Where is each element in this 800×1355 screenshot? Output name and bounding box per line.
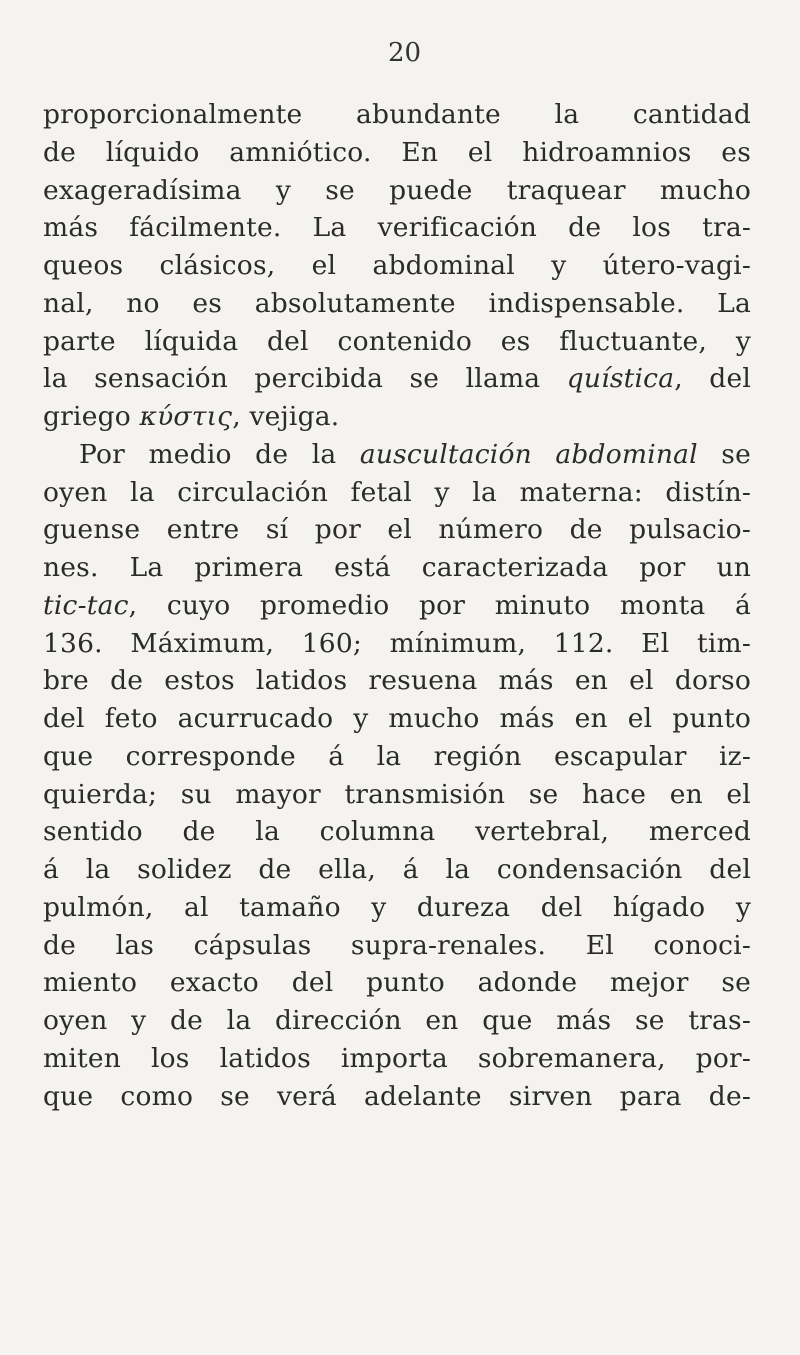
text-line: guense entre sí por el número de pulsacio- [43,514,751,546]
text-line: exageradísima y se puede traquear mucho [43,174,751,206]
body-text [43,96,751,1115]
text-line: miento exacto del punto adonde mejor se [43,967,751,999]
italic-term: quística [566,363,675,395]
text-line: de las cápsulas supra-renales. El conoci- [43,929,751,961]
text-line: que corresponde á la región escapular iz- [43,740,751,772]
text-line: que como se verá adelante sirven para de- [43,1080,751,1112]
text-line: tic-tac, cuyo promedio por minuto monta á [43,589,751,621]
text-line: pulmón, al tamaño y dureza del hígado y [43,891,751,923]
text-line: nal, no es absolutamente indispensable. La [43,287,751,319]
text-line: Por medio de la auscultación abdominal se [79,438,751,470]
text-line: griego κύστις, vejiga. [43,401,340,432]
text-line: á la solidez de ella, á la condensación del [43,854,751,885]
text-line: la sensación percibida se llama quística, del [43,363,751,395]
text-line: del feto acurrucado y mucho más en el punto [43,703,751,734]
text-line: más fácilmente. La verificación de los tra- [43,212,751,244]
page-number: 20 [388,38,422,68]
text-line: miten los latidos importa sobremanera, por- [43,1042,751,1074]
text-line: oyen y de la dirección en que más se tras- [43,1005,751,1036]
text-line: proporcionalmente abundante la cantidad [43,99,751,130]
text-line: sentido de la columna vertebral, merced [43,816,751,848]
text-line: parte líquida del contenido es fluctuante, y [43,325,751,357]
italic-term: tic-tac [43,589,129,621]
text-line: de líquido amniótico. En el hidroamnios es [43,136,751,168]
text-line: bre de estos latidos resuena más en el dorso [43,665,751,697]
text-line: nes. La primera está caracterizada por un [43,552,751,583]
greek-term: κύστις [139,401,233,432]
text-line: queos clásicos, el abdominal y útero-vagi- [43,250,751,281]
text-line: oyen la circulación fetal y la materna: distín- [43,476,751,508]
text-line: quierda; su mayor transmisión se hace en el [43,778,751,810]
text-line: 136. Máximum, 160; mínimum, 112. El tim- [43,627,751,659]
italic-term: auscultación abdominal [359,438,698,470]
